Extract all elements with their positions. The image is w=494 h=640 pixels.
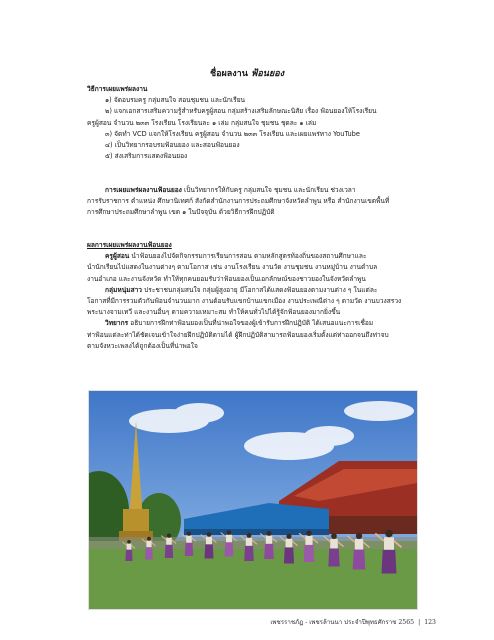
paragraph-text: เป็นวิทยากรให้กับครู กลุ่มสนใจ ชุมชน และนักเรียน ช่วงเวลา	[181, 186, 356, 194]
title-name: ฟ้อนยอง	[251, 69, 285, 79]
list-item: ๕) ส่งเสริมการแสดงฟ้อนยอง	[105, 152, 188, 161]
list-item: ๒) แจกเอกสารเสริมความรู้สำหรับครูผู้สอน กลุ่มสร้างเสริมลักษณะนิสัย เรื่อง ฟ้อนยองให้โรงเรียน	[105, 107, 377, 116]
paragraph-lead: การเผยแพร่ผลงานฟ้อนยอง	[105, 186, 182, 194]
section-dissemination-summary	[87, 185, 413, 219]
page-number: 123	[424, 619, 436, 626]
paragraph-line: งานอำเภอ และงานจังหวัด ทำให้ทุกคนยอมรับว่าฟ้อนยองเป็นเอกลักษณ์ของชาวยองในจังหวัดลำพูน	[87, 274, 366, 283]
list-item: ๔) เป็นวิทยากรอบรมฟ้อนยอง และสอนฟ้อนยอง	[105, 141, 240, 150]
paragraph-lead: ครูผู้สอน	[105, 252, 130, 261]
footer-text: เพชรราชภัฏ - เพชรล้านนา ประจำปีพุทธศักราช 2565	[270, 619, 415, 626]
dance-photo-illustration	[89, 391, 417, 609]
section-heading: วิธีการเผยแพร่ผลงาน	[87, 85, 148, 93]
section-dissemination-results	[87, 240, 413, 352]
paragraph-text: อธิบายการฝึกท่าฟ้อนยองเป็นที่น่าพอใจของผู้เข้ารับการฝึกปฏิบัติ ได้เสนอแนะการเชื่อม	[128, 319, 374, 328]
list-item: ๑) จัดอบรมครู กลุ่มสนใจ สอนชุมชน และนักเรียน	[105, 96, 246, 105]
paragraph-line: พระนางจามเทวี และงานอื่นๆ ตามความเหมาะสม ทำให้คนทั่วไปได้รู้จักฟ้อนยองมากยิ่งขึ้น	[87, 308, 341, 317]
paragraph-lead: วิทยากร	[105, 319, 129, 328]
paragraph-lead: กลุ่มหนุ่มสาว	[105, 285, 143, 294]
paragraph-line: โอกาสที่มีการรวมตัวกันฟ้อนจำนวนมาก งานต้อนรับแขกบ้านแขกเมือง งานประเพณีต่าง ๆ ตามวัด งานบวงสรวง	[87, 297, 402, 306]
paragraph-line: ท่าฟ้อนแต่ละท่าได้ชัดเจนเข้าใจง่ายฝึกปฏิบัติตามได้ ผู้ฝึกปฏิบัติสามารถฟ้อนยองเริ่มตั้งแต่ท่าออกจนถึงท่าจบ	[87, 330, 389, 339]
page-title	[0, 66, 494, 80]
paragraph-line: ตามจังหวะเพลงได้ถูกต้องเป็นที่น่าพอใจ	[87, 341, 198, 350]
section-heading: ผลการเผยแพร่ผลงานฟ้อนยอง	[87, 241, 172, 249]
paragraph-line: การรับราชการ ตำแหน่ง ศึกษานิเทศก์ สังกัดสำนักงานการประถมศึกษาจังหวัดลำพูน หรือ สำนักงานเขตพื้นที่	[87, 197, 390, 206]
paragraph-text: ประชาชนกลุ่มสนใจ กลุ่มผู้สูงอายุ มีโอกาสได้แสดงฟ้อนยองตามงานต่าง ๆ ในแต่ละ	[142, 285, 378, 294]
paragraph-line	[87, 185, 413, 196]
paragraph-line	[87, 318, 413, 329]
list-item-continuation: ครูผู้สอน จำนวน ๒๓๓ โรงเรียน โรงเรียนละ ๑ เล่ม กลุ่มสนใจ ชุมชน ชุดละ ๑ เล่ม	[87, 118, 317, 127]
section-dissemination-methods	[87, 84, 413, 162]
list-item: ๓) จัดทำ VCD แจกให้โรงเรียน ครูผู้สอน จำนวน ๒๓๓ โรงเรียน และเผยแพร่ทาง YouTube	[105, 129, 360, 138]
dance-photo	[88, 390, 418, 610]
title-prefix: ชื่อผลงาน	[209, 69, 248, 79]
page-footer: เพชรราชภัฏ - เพชรล้านนา ประจำปีพุทธศักราช 2565 | 123	[270, 619, 436, 626]
paragraph-line	[87, 285, 413, 296]
paragraph-line: นำนักเรียนไปแสดงในงานต่างๆ ตามโอกาส เช่น งานโรงเรียน งานวัด งานชุมชน งานหมู่บ้าน งานตำบล	[87, 263, 378, 272]
paragraph-line: การศึกษาประถมศึกษาลำพูน เขต ๑ ในปัจจุบัน ด้วยวิธีการฝึกปฏิบัติ	[87, 208, 275, 217]
paragraph-line	[87, 251, 413, 262]
paragraph-text: นำฟ้อนยองไปจัดกิจกรรมการเรียนการสอน ตามหลักสูตรท้องถิ่นของสถานศึกษาและ	[129, 252, 367, 261]
